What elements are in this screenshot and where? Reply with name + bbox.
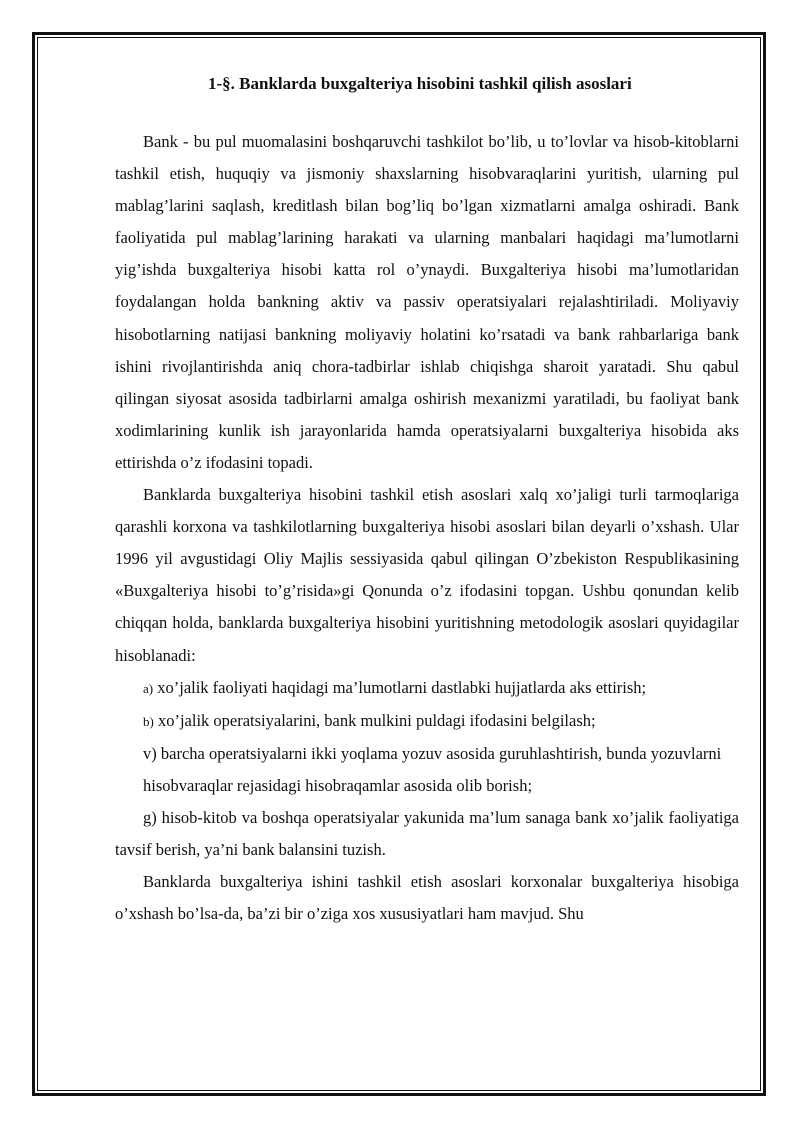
list-marker-a: a) [143,680,154,696]
document-body [115,68,739,930]
section-title: 1-§. Banklarda buxgalteriya hisobini tashkil qilish asoslari [208,74,632,93]
paragraph-1: Bank - bu pul muomalasini boshqaruvchi tashkilot bo’lib, u to’lovlar va hisob-kitoblarni tashkil etish, huquqiy va jismoniy shaxslarning hisobvaraqlarini yuritish, ularning pul mablag’larini saqlash, kreditlash bilan bog’liq bo’lgan xizmatlarni amalga oshiradi. Bank faoliyatida pul mablag’larining harakati va ularning manbalari haqidagi ma’lumotlarni yig’ishda buxgalteriya hisobi katta rol o’ynaydi. Buxgalteriya hisobi ma’lumotlaridan foydalangan holda bankning aktiv va passiv operatsiyalari rejalashtiriladi. Moliyaviy hisobotlarning natijasi bankning moliyaviy holatini ko’rsatadi va bank rahbarlariga bank ishini rivojlantirishda aniq chora-tadbirlar ishlab chiqishga sharoit yaratadi. Shu qabul qilingan siyosat asosida tadbirlarni amalga oshirish mexanizmi yaratiladi, bu faoliyat bank xodimlarining kunlik ish jarayonlarida hamda operatsiyalarni buxgalteriya hisobida aks ettirishda o’z ifodasini topadi. [115,132,739,472]
paragraph-3: Banklarda buxgalteriya ishini tashkil etish asoslari korxonalar buxgalteriya hisobiga o’xshash bo’lsa-da, ba’zi bir o’ziga xos xususiyatlari ham mavjud. Shu [115,872,739,924]
list-marker-b: b) [143,713,154,729]
list-item-b [115,705,739,738]
list-text-a: xo’jalik faoliyati haqidagi ma’lumotlarni dastlabki hujjatlarda aks ettirish; [153,677,647,697]
list-item-v [115,738,739,770]
list-text-g: g) hisob-kitob va boshqa operatsiyalar yakunida ma’lum sanaga bank xo’jalik faoliyatiga tavsif berish, ya’ni bank balansini tuzish. [115,807,739,860]
list-item-a [115,672,739,705]
paragraph-2: Banklarda buxgalteriya hisobini tashkil etish asoslari xalq xo’jaligi turli tarmoqlariga qarashli korxona va tashkilotlarning buxgalteriya hisobi asoslari bilan deyarli o’xshash. Ular 1996 yil avgustidagi Oliy Majlis sessiyasida qabul qilingan O’zbekiston Respublikasining «Buxgalteriya hisobi to’g’risida»gi Qonunda o’z ifodasini topgan. Ushbu qonundan kelib chiqqan holda, banklarda buxgalteriya hisobini yuritishning metodologik asoslari quyidagilar hisoblanadi: [115,485,739,665]
list-item-v-continuation: hisobvaraqlar rejasidagi hisobraqamlar asosida olib borish; [143,775,533,795]
list-item-g [115,802,739,866]
list-text-b: xo’jalik operatsiyalarini, bank mulkini puldagi ifodasini belgilash; [153,710,596,730]
list-text-v: v) barcha operatsiyalarni ikki yoqlama yozuv asosida guruhlashtirish, bunda yozuvlarni [143,743,722,763]
